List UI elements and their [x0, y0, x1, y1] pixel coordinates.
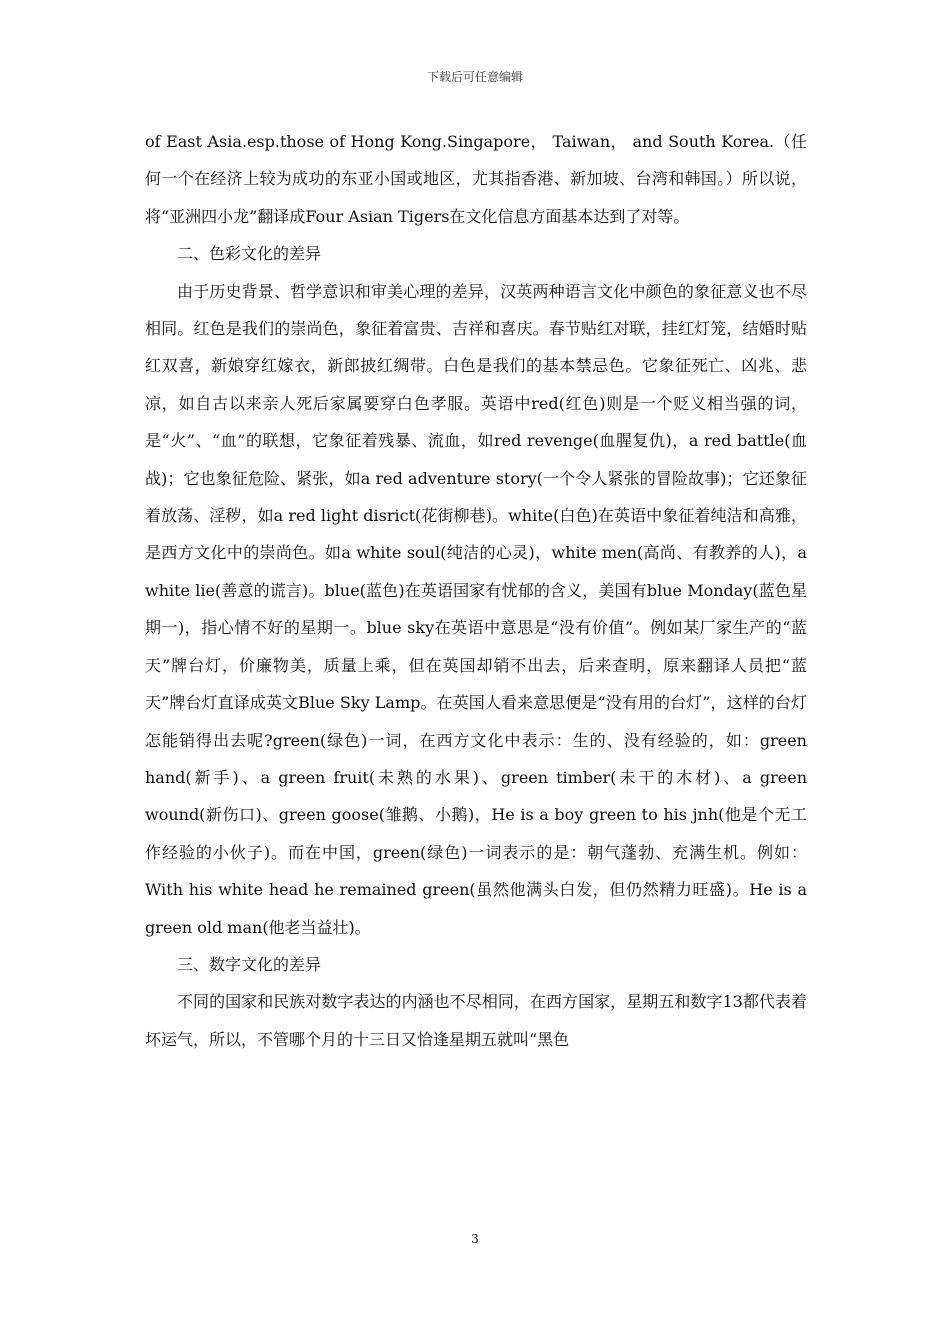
section-heading-number-culture: 三、数字文化的差异	[177, 954, 322, 974]
paragraph-continuation: of East Asia.esp.those of Hong Kong.Singapore， Taiwan， and South Korea.（任何一个在经济上较为成功的东亚小国或地区，尤其指香港、新加坡、台湾和韩国。）所以说，将“亚洲四小龙”翻译成Four Asian Tigers在文化信息方面基本达到了对等。	[145, 132, 807, 226]
paragraph-color-culture: 由于历史背景、哲学意识和审美心理的差异，汉英两种语言文化中颜色的象征意义也不尽相同。红色是我们的崇尚色，象征着富贵、吉祥和喜庆。春节贴红对联，挂红灯笼，结婚时贴红双喜，新娘穿红嫁衣，新郎披红绸带。白色是我们的基本禁忌色。它象征死亡、凶兆、悲凉，如自古以来亲人死后家属要穿白色孝服。英语中red(红色)则是一个贬义相当强的词，是“火”、“血”的联想，它象征着残暴、流血，如red revenge(血腥复仇)，a red battle(血战)；它也象征危险、紧张，如a red adventure story(一个令人紧张的冒险故事)；它还象征着放荡、淫秽，如a red light disrict(花街柳巷)。white(白色)在英语中象征着纯洁和高雅，是西方文化中的崇尚色。如a white soul(纯洁的心灵)，white men(高尚、有教养的人)，a white lie(善意的谎言)。blue(蓝色)在英语国家有忧郁的含义，美国有blue Monday(蓝色星期一)，指心情不好的星期一。blue sky在英语中意思是“没有价值”。例如某厂家生产的“蓝天”牌台灯，价廉物美，质量上乘，但在英国却销不出去，后来查明，原来翻译人员把“蓝天”牌台灯直译成英文Blue Sky Lamp。在英国人看来意思便是“没有用的台灯”，这样的台灯怎能销得出去呢?green(绿色)一词，在西方文化中表示：生的、没有经验的，如：green hand(新手)、a green fruit(未熟的水果)、green timber(未干的木材)、a green wound(新伤口)、green goose(雏鹅、小鹅)，He is a boy green to his jnh(他是个无工作经验的小伙子)。而在中国，green(绿色)一词表示的是：朝气蓬勃、充满生机。例如：With his white head he remained green(虽然他满头白发，但仍然精力旺盛)。He is a green old man(他老当益壮)。	[145, 281, 807, 937]
page-header: 下载后可任意编辑	[426, 70, 523, 84]
section-heading-color-culture: 二、色彩文化的差异	[177, 244, 322, 264]
page-number: 3	[471, 1232, 479, 1246]
document-body	[145, 123, 807, 1058]
paragraph-number-culture: 不同的国家和民族对数字表达的内涵也不尽相同，在西方国家，星期五和数字13都代表着坏运气，所以，不管哪个月的十三日又恰逢星期五就叫“黑色	[145, 992, 807, 1049]
